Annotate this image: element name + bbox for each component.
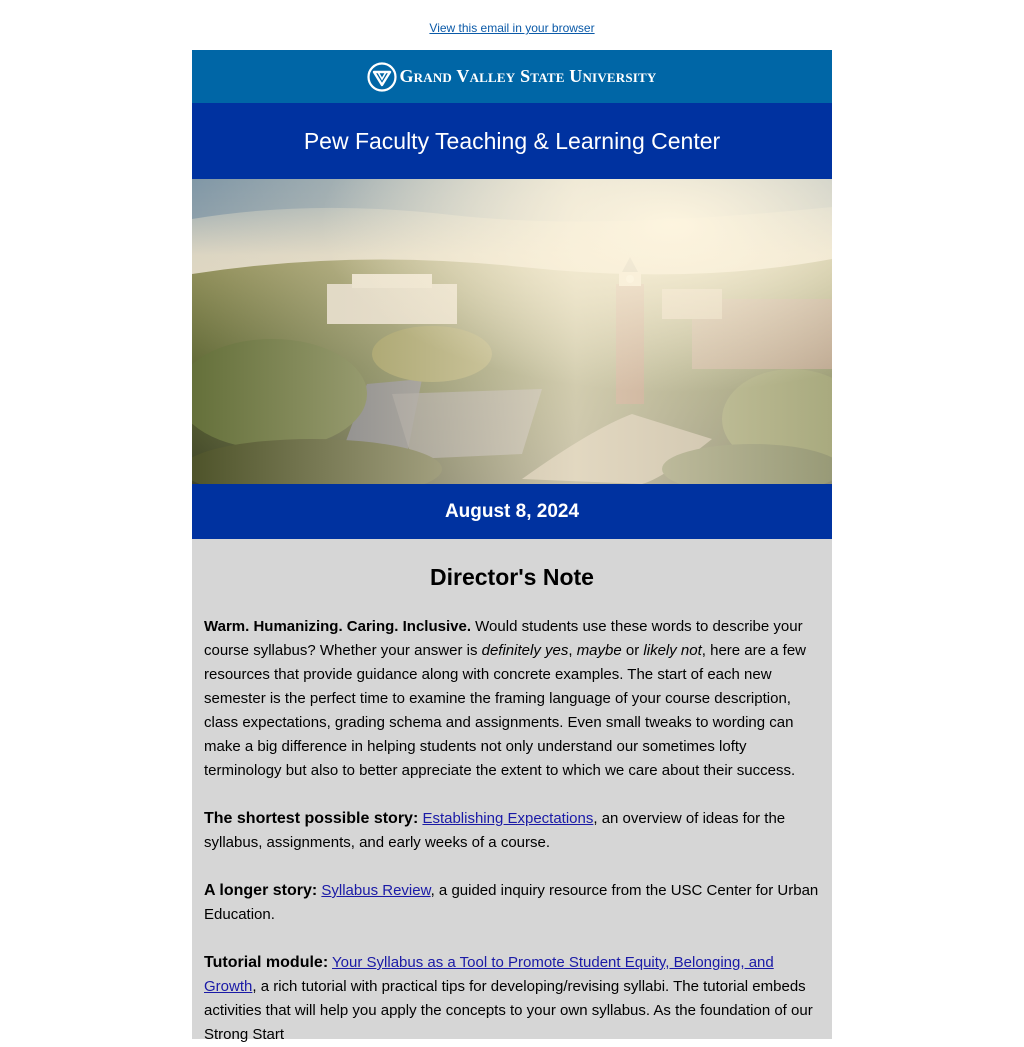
- logo-wordmark: Grand Valley State University: [399, 66, 657, 86]
- directors-note-section: [192, 539, 832, 1043]
- syllabus-review-link[interactable]: Syllabus Review: [321, 882, 431, 899]
- tutorial-paragraph: [204, 951, 820, 1047]
- email-body: [192, 50, 832, 1043]
- shortest-story-paragraph: [204, 807, 820, 855]
- intro-italic: maybe: [576, 642, 622, 659]
- longer-story-paragraph: [204, 879, 820, 927]
- center-title: Pew Faculty Teaching & Learning Center: [303, 127, 721, 154]
- longer-story-text: , a guided inquiry resource from the USC Center for Urban Education.: [204, 882, 819, 923]
- newsletter-date: August 8, 2024: [444, 500, 580, 522]
- syllabus-tool-link[interactable]: Your Syllabus as a Tool to Promote Student Equity, Belonging, and Growth: [204, 954, 774, 995]
- intro-text: or: [621, 642, 644, 659]
- university-header: [192, 50, 832, 103]
- tutorial-label: Tutorial module:: [204, 954, 329, 971]
- intro-text: Would students use these words to describe your course syllabus? Whether your answer is: [204, 618, 803, 659]
- intro-italic: definitely yes: [481, 642, 569, 659]
- view-in-browser-link[interactable]: View this email in your browser: [429, 21, 595, 35]
- intro-paragraph: [204, 615, 820, 783]
- shortest-story-text: , an overview of ideas for the syllabus, assignments, and early weeks of a course.: [204, 810, 786, 851]
- date-bar: [192, 484, 832, 539]
- intro-bold: Warm. Humanizing. Caring. Inclusive.: [204, 618, 471, 635]
- shortest-story-label: The shortest possible story:: [204, 810, 419, 827]
- intro-text: ,: [568, 642, 577, 659]
- tutorial-text: , a rich tutorial with practical tips for developing/revising syllabi. The tutorial embeds activities that will help you apply the concepts to your own syllabus. As the foundation of our Strong Start: [204, 978, 813, 1043]
- longer-story-label: A longer story:: [204, 882, 318, 899]
- intro-italic: likely not: [643, 642, 702, 659]
- center-title-bar: [192, 103, 832, 179]
- establishing-expectations-link[interactable]: Establishing Expectations: [422, 810, 594, 827]
- hero-image: [192, 179, 832, 484]
- gvsu-logo[interactable]: [367, 62, 656, 92]
- gvsu-emblem-icon: [367, 62, 397, 92]
- intro-text: , here are a few resources that provide guidance along with concrete examples. The start of each new semester is the perfect time to examine the framing language of your course description, class expectations, grading schema and assignments. Even small tweaks to wording can make a big difference in helping students not only understand our sometimes lofty terminology but also to better appreciate the extent to which we care about their success.: [204, 642, 806, 779]
- preheader: [0, 0, 1024, 50]
- section-title: Director's Note: [430, 564, 594, 590]
- campus-aerial-photo: [192, 179, 832, 484]
